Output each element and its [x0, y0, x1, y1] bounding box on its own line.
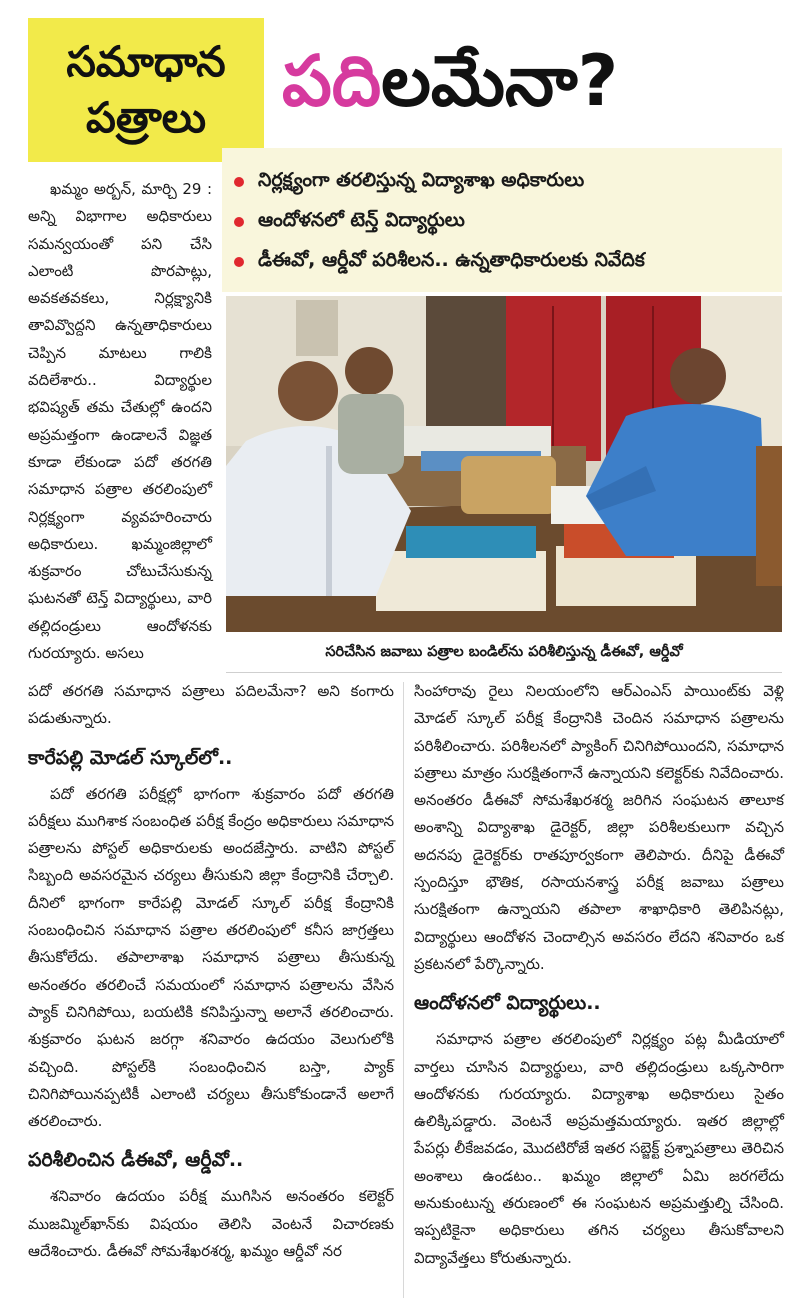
highlight-item [234, 202, 772, 242]
highlights-box [222, 148, 782, 292]
section-heading: ఆందోళనలో విద్యార్థులు.. [414, 992, 601, 1015]
section-tag [28, 18, 264, 162]
caption-divider [226, 672, 782, 673]
section-tag-line1: సమాధాన [66, 37, 226, 86]
bullet-dot-icon [234, 217, 244, 227]
article-intro [28, 176, 212, 667]
news-photo [226, 296, 782, 632]
section-tag-line2: పత్రాలు [85, 93, 207, 142]
intro-continuation: పదో తరగతి సమాధాన పత్రాలు పదిలమేనా? అని కంగారు పడుతున్నారు. [28, 682, 394, 728]
headline-accent: పది [282, 40, 382, 122]
article-column-right [414, 678, 784, 1272]
highlight-text: నిర్లక్ష్యంగా తరలిస్తున్న విద్యాశాఖ అధికారులు [258, 168, 585, 191]
highlight-item [234, 162, 772, 202]
section-paragraph: శనివారం ఉదయం పరీక్ష ముగిసిన అనంతరం కలెక్టర్‌ ముజమ్మిల్‌ఖాన్‌కు విషయం తెలిసి వెంటనే విచారణకు ఆదేశించారు. డీఈవో సోమశేఖరశర్మ, ఖమ్మం ఆర్డీవో నర [28, 1187, 394, 1261]
highlight-item [234, 242, 772, 282]
column-divider [403, 682, 404, 1298]
headline-rest: లమేనా? [381, 40, 619, 122]
photo-caption: సరిచేసిన జవాబు పత్రాల బండిల్‌ను పరిశీలిస్తున్న డీఈవో, ఆర్డీవో [325, 644, 683, 660]
highlight-text: డీఈవో, ఆర్డీవో పరిశీలన.. ఉన్నతాధికారులకు నివేదిక [258, 248, 645, 271]
section-heading: పరిశీలించిన డీఈవో, ఆర్డీవో.. [28, 1149, 244, 1172]
intro-paragraph: ఖమ్మం అర్బన్‌, మార్చి 29 : అన్ని విభాగాల అధికారులు సమన్వయంతో పని చేసి ఎలాంటి పొరపాట్లు, అవకతవకలు, నిర్లక్ష్యానికి తావివ్వొద్దని ఉన్నతాధికారులు చెప్పిన మాటలు గాలికి వదిలేశారు.. విద్యార్థుల భవిష్యత్‌ తమ చేతుల్లో ఉందని అప్రమత్తంగా ఉండాలనే విజ్ఞత కూడా లేకుండా పదో తరగతి సమాధాన పత్రాల తరలింపులో నిర్లక్ష్యంగా వ్యవహరించారు అధికారులు. ఖమ్మంజిల్లాలో శుక్రవారం చోటుచేసుకున్న ఘటనతో టెన్త్‌ విద్యార్థులు, వారి తల్లిదండ్రులు ఆందోళనకు గురయ్యారు. అసలు [28, 180, 212, 663]
article-column-left [28, 678, 394, 1265]
section-paragraph: సింహారావు రైలు నిలయంలోని ఆర్‌ఎంఎస్‌ పాయింట్‌కు వెళ్లి మోడల్‌ స్కూల్‌ పరీక్ష కేంద్రానికి చెందిన సమాధాన పత్రాలను పరిశీలించారు. పరిశీలనలో ప్యాకింగ్‌ చినిగిపోయిందని, సమాధాన పత్రాలు మాత్రం సురక్షితంగానే ఉన్నాయని కలెక్టర్‌కు నివేదించారు. అనంతరం డీఈవో సోమశేఖరశర్మ జరిగిన సంఘటన తాలూక అంశాన్ని విద్యాశాఖ డైరెక్టర్‌, జిల్లా పరిశీలకులుగా వచ్చిన అదనపు డైరెక్టర్‌కు రాతపూర్వకంగా తెలిపారు. దీనిపై డీఈవో స్పందిస్తూ భౌతిక, రసాయనశాస్త్ర పరీక్ష జవాబు పత్రాలు సురక్షితంగా ఉన్నాయని తపాలా శాఖాధికారి తెలిపినట్లు, విద్యార్థులు ఆందోళన చెందాల్సిన అవసరం లేదని శనివారం ఒక ప్రకటనలో పేర్కొన్నారు. [414, 682, 784, 973]
bullet-dot-icon [234, 177, 244, 187]
headline [282, 26, 792, 146]
highlight-text: ఆందోళనలో టెన్త్‌ విద్యార్థులు [258, 208, 465, 231]
bullet-dot-icon [234, 257, 244, 267]
section-paragraph: సమాధాన పత్రాల తరలింపులో నిర్లక్ష్యం పట్ల మీడియాలో వార్తలు చూసిన విద్యార్థులు, వారి తల్లిదండ్రులు ఒక్కసారిగా ఆందోళనకు గురయ్యారు. విద్యాశాఖ అధికారులు సైతం ఉలిక్కిపడ్డారు. వెంటనే అప్రమత్తమయ్యారు. ఇతర జిల్లాల్లో పేపర్లు లీకేజవడం, మొదటిరోజే ఇతర సబ్జెక్ట్‌ ప్రశ్నాపత్రాలు తెరిచిన అంశాలు ఉండటం.. ఖమ్మం జిల్లాలో ఏమి జరగలేదు అనుకుంటున్న తరుణంలో ఈ సంఘటన అప్రమత్తుల్ని చేసింది. ఇప్పటికైనా అధికారులు తగిన చర్యలు తీసుకోవాలని విద్యావేత్తలు కోరుతున్నారు. [414, 1030, 784, 1267]
section-paragraph: పదో తరగతి పరీక్షల్లో భాగంగా శుక్రవారం పదో తరగతి పరీక్షలు ముగిశాక సంబంధిత పరీక్ష కేంద్రం అధికారులు సమాధాన పత్రాలను పోస్టల్‌ అధికారులకు అందజేస్తారు. వాటిని పోస్టల్‌ సిబ్బంది అవసరమైన చర్యలు తీసుకుని జిల్లా కేంద్రానికి చేర్చాలి. దీనిలో భాగంగా కారేపల్లి మోడల్‌ స్కూల్‌ పరీక్ష కేంద్రానికి సంబంధించిన సమాధాన పత్రాల తరలింపులో కనీస జాగ్రత్తలు తీసుకోలేదు. తపాలాశాఖ సమాధాన పత్రాలు తీసుకున్న అనంతరం తరలించే సమయంలో సమాధాన పత్రాలను వేసిన ప్యాక్‌ చినిగిపోయి, బయటికి కనిపిస్తున్నా అలానే తరలించారు. శుక్రవారం ఘటన జరగ్గా శనివారం ఉదయం వెలుగులోకి వచ్చింది. పోస్టల్‌కి సంబంధించిన బస్తా, ప్యాక్‌ చినిగిపోయినప్పటికీ ఎలాంటి చర్యలు తీసుకోకుండానే అలాగే తరలించారు. [28, 784, 394, 1131]
section-heading: కారేపల్లి మోడల్‌ స్కూల్‌లో.. [28, 746, 233, 769]
